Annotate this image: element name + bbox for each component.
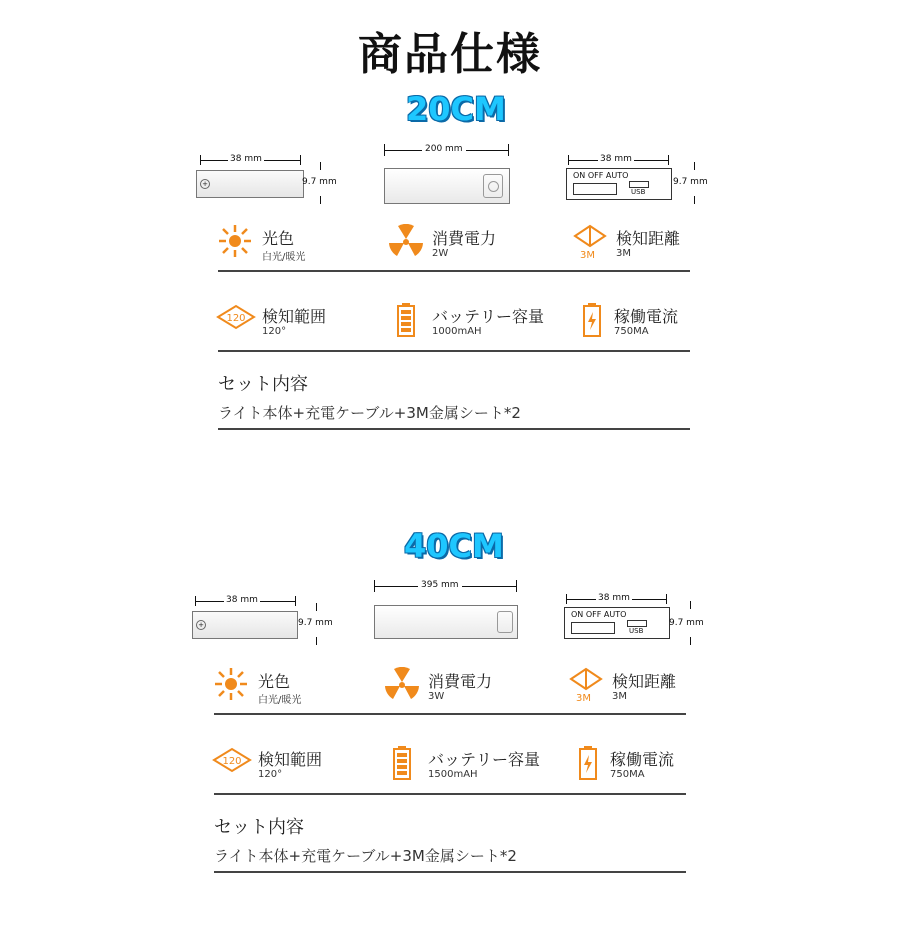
set-contents-text: ライト本体+充電ケーブル+3M金属シート*2	[218, 404, 521, 422]
center-width-label: 395 mm	[418, 580, 462, 590]
spec-value: 白光/暖光	[258, 695, 302, 706]
divider	[218, 428, 690, 430]
divider	[214, 713, 686, 715]
radiation-icon	[384, 667, 420, 701]
left-height-label: 9.7 mm	[302, 177, 337, 187]
set-contents-title: セット内容	[214, 817, 304, 838]
spec-name: 消費電力	[432, 229, 497, 248]
sun-icon	[214, 667, 248, 701]
distance-icon-label: 3M	[576, 693, 591, 704]
right-width-label: 38 mm	[600, 154, 632, 164]
screw-icon: +	[196, 620, 206, 630]
spec-value: 白光/暖光	[262, 252, 306, 263]
divider	[214, 871, 686, 873]
left-width-label: 38 mm	[230, 154, 262, 164]
size-badge-label: 40CM	[404, 527, 504, 565]
spec-section-20cm	[0, 88, 900, 488]
svg-text:120: 120	[222, 756, 242, 767]
left-height-label: 9.7 mm	[298, 618, 333, 628]
spec-value: 1000mAH	[432, 326, 482, 337]
size-badge	[398, 88, 514, 130]
spec-value: 3W	[428, 691, 445, 702]
mode-switch	[573, 183, 617, 195]
spec-name: 検知距離	[616, 229, 681, 248]
battery-icon	[396, 302, 416, 338]
usb-port	[627, 620, 647, 627]
spec-name: 稼働電流	[610, 750, 675, 769]
spec-value: 1500mAH	[428, 769, 478, 780]
usb-label: USB	[631, 188, 646, 196]
spec-name: 検知距離	[612, 672, 677, 691]
sensor-window	[483, 174, 503, 198]
radiation-icon	[388, 224, 424, 258]
page-title: 商品仕様	[358, 29, 542, 80]
right-width-label: 38 mm	[598, 593, 630, 603]
size-badge-label: 20CM	[406, 90, 506, 128]
spec-name: 光色	[258, 672, 291, 691]
light-body-view	[374, 605, 518, 639]
control-panel-view	[564, 607, 670, 639]
set-contents-text: ライト本体+充電ケーブル+3M金属シート*2	[214, 847, 517, 865]
control-panel-view	[566, 168, 672, 200]
end-view-left	[192, 611, 298, 639]
mode-switch	[571, 622, 615, 634]
spec-value: 120°	[258, 769, 283, 780]
divider	[218, 270, 690, 272]
spec-section-40cm	[0, 525, 900, 925]
current-icon	[578, 745, 598, 781]
usb-port	[629, 181, 649, 188]
spec-name: バッテリー容量	[432, 307, 545, 326]
screw-icon: +	[200, 179, 210, 189]
usb-label: USB	[629, 627, 644, 635]
battery-icon	[392, 745, 412, 781]
spec-name: 検知範囲	[262, 307, 327, 326]
svg-text:120: 120	[226, 313, 246, 324]
mode-switch-label: ON OFF AUTO	[571, 610, 627, 619]
distance-icon-label: 3M	[580, 250, 595, 261]
distance-icon	[572, 224, 608, 248]
divider	[218, 350, 690, 352]
spec-name: バッテリー容量	[428, 750, 541, 769]
sensor-window	[497, 611, 513, 633]
distance-icon	[568, 667, 604, 691]
size-badge	[396, 525, 512, 567]
spec-value: 120°	[262, 326, 287, 337]
current-icon	[582, 302, 602, 338]
divider	[214, 793, 686, 795]
spec-value: 2W	[432, 248, 449, 259]
light-body-view	[384, 168, 510, 204]
spec-value: 3M	[612, 691, 627, 702]
spec-name: 光色	[262, 229, 295, 248]
end-view-left	[196, 170, 304, 198]
center-width-label: 200 mm	[422, 144, 466, 154]
right-height-label: 9.7 mm	[673, 177, 708, 187]
mode-switch-label: ON OFF AUTO	[573, 171, 629, 180]
angle-icon	[212, 747, 252, 773]
spec-name: 検知範囲	[258, 750, 323, 769]
spec-value: 3M	[616, 248, 631, 259]
left-width-label: 38 mm	[226, 595, 258, 605]
spec-value: 750MA	[610, 769, 645, 780]
sun-icon	[218, 224, 252, 258]
set-contents-title: セット内容	[218, 374, 308, 395]
right-height-label: 9.7 mm	[669, 618, 704, 628]
spec-name: 稼働電流	[614, 307, 679, 326]
angle-icon	[216, 304, 256, 330]
spec-name: 消費電力	[428, 672, 493, 691]
spec-value: 750MA	[614, 326, 649, 337]
